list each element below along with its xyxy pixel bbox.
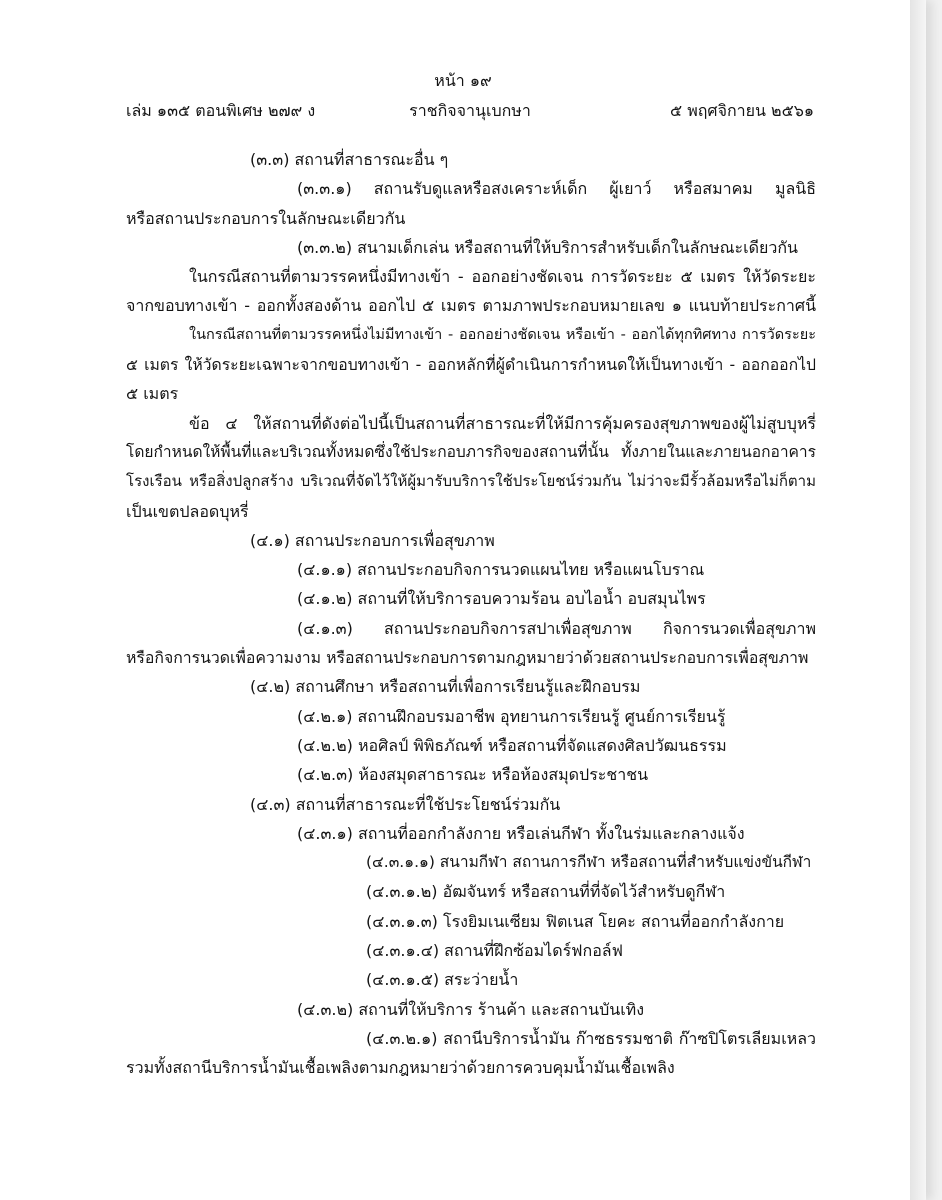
clause-3-3-2: (๓.๓.๒) สนามเด็กเล่น หรือสถานที่ให้บริการสำหรับเด็กในลักษณะเดียวกัน — [297, 237, 798, 257]
clause-4-1-2: (๔.๑.๒) สถานที่ให้บริการอบความร้อน อบไอน้ำ อบสมุนไพร — [297, 589, 706, 609]
clause-4-3-2-1: (๔.๓.๒.๑) สถานีบริการน้ำมัน ก๊าซธรรมชาติ ก๊าซปิโตรเลียมเหลว — [366, 1028, 816, 1048]
paragraph-no-entrance-end: ๕ เมตร — [126, 384, 179, 404]
volume-issue: เล่ม ๑๓๕ ตอนพิเศษ ๒๗๙ ง — [126, 101, 316, 120]
clause-4-3-1: (๔.๓.๑) สถานที่ออกกำลังกาย หรือเล่นกีฬา ทั้งในร่มและกลางแจ้ง — [297, 823, 745, 843]
clause-4-1-3-cont: หรือกิจการนวดเพื่อความงาม หรือสถานประกอบการตามกฎหมายว่าด้วยสถานประกอบการเพื่อสุขภาพ — [126, 648, 809, 668]
clause-4-1: (๔.๑) สถานประกอบการเพื่อสุขภาพ — [250, 530, 495, 550]
article-4-end: เป็นเขตปลอดบุหรี่ — [126, 501, 249, 521]
paragraph-no-entrance: ในกรณีสถานที่ตามวรรคหนึ่งไม่มีทางเข้า - ออกอย่างชัดเจน หรือเข้า - ออกได้ทุกทิศทาง การวัดระยะ — [189, 326, 816, 343]
paragraph-no-entrance-cont: ๕ เมตร ให้วัดระยะเฉพาะจากขอบทางเข้า - ออกหลักที่ผู้ดำเนินการกำหนดให้เป็นทางเข้า - ออกออกไป — [126, 355, 816, 375]
clause-4-3-1-5: (๔.๓.๑.๕) สระว่ายน้ำ — [366, 970, 519, 990]
clause-4-3-1-4: (๔.๓.๑.๔) สถานที่ฝึกซ้อมไดร์ฟกอล์ฟ — [366, 941, 623, 961]
clause-4-3-1-2: (๔.๓.๑.๒) อัฒจันทร์ หรือสถานที่ที่จัดไว้สำหรับดูกีฬา — [366, 882, 726, 902]
paragraph-entrance-cont: จากขอบทางเข้า - ออกทั้งสองด้าน ออกไป ๕ เมตร ตามภาพประกอบหมายเลข ๑ แนบท้ายประกาศนี้ — [126, 296, 816, 316]
clause-4-1-3: (๔.๑.๓) สถานประกอบกิจการสปาเพื่อสุขภาพ กิจการนวดเพื่อสุขภาพ — [297, 618, 816, 638]
gazette-header — [126, 98, 814, 124]
clause-3-3: (๓.๓) สถานที่สาธารณะอื่น ๆ — [250, 150, 449, 169]
clause-4-3-2-1-cont: รวมทั้งสถานีบริการน้ำมันเชื้อเพลิงตามกฎหมายว่าด้วยการควบคุมน้ำมันเชื้อเพลิง — [126, 1058, 675, 1078]
clause-4-3-1-1: (๔.๓.๑.๑) สนามกีฬา สถานการกีฬา หรือสถานที่สำหรับแข่งขันกีฬา — [366, 853, 812, 872]
clause-4-2-3: (๔.๒.๓) ห้องสมุดสาธารณะ หรือห้องสมุดประชาชน — [297, 765, 649, 785]
document-body — [126, 145, 816, 1083]
article-4-cont-1: โดยกำหนดให้พื้นที่และบริเวณทั้งหมดซึ่งใช้ประกอบภารกิจของสถานที่นั้น ทั้งภายในและภายนอกอาคาร — [126, 442, 816, 461]
clause-3-3-1-cont: หรือสถานประกอบการในลักษณะเดียวกัน — [126, 208, 406, 228]
article-4: ข้อ ๔ ให้สถานที่ดังต่อไปนี้เป็นสถานที่สาธารณะที่ให้มีการคุ้มครองสุขภาพของผู้ไม่สูบบุหรี่ — [189, 413, 816, 433]
article-4-cont-2: โรงเรือน หรือสิ่งปลูกสร้าง บริเวณที่จัดไว้ให้ผู้มารับบริการใช้ประโยชน์ร่วมกัน ไม่ว่าจะมีรั้วล้อมหรือไม่ก็ตาม — [126, 472, 816, 491]
publication-name: ราชกิจจานุเบกษา — [409, 101, 531, 120]
clause-4-3-1-3: (๔.๓.๑.๓) โรงยิมเนเซียม ฟิตเนส โยคะ สถานที่ออกกำลังกาย — [366, 911, 785, 931]
clause-3-3-1: (๓.๓.๑) สถานรับดูแลหรือสงเคราะห์เด็ก ผู้เยาว์ หรือสมาคม มูลนิธิ — [297, 179, 816, 199]
page-number: หน้า ๑๙ — [434, 71, 492, 90]
clause-4-3: (๔.๓) สถานที่สาธารณะที่ใช้ประโยชน์ร่วมกัน — [250, 794, 561, 814]
clause-4-1-1: (๔.๑.๑) สถานประกอบกิจการนวดแผนไทย หรือแผนโบราณ — [297, 560, 705, 580]
clause-4-2-1: (๔.๒.๑) สถานฝึกอบรมอาชีพ อุทยานการเรียนรู้ ศูนย์การเรียนรู้ — [297, 706, 726, 726]
clause-4-2: (๔.๒) สถานศึกษา หรือสถานที่เพื่อการเรียนรู้และฝึกอบรม — [250, 677, 641, 697]
clause-4-3-2: (๔.๓.๒) สถานที่ให้บริการ ร้านค้า และสถานบันเทิง — [297, 999, 645, 1019]
publication-date: ๕ พฤศจิกายน ๒๕๖๑ — [670, 101, 814, 120]
clause-4-2-2: (๔.๒.๒) หอศิลป์ พิพิธภัณฑ์ หรือสถานที่จัดแสดงศิลปวัฒนธรรม — [297, 735, 727, 755]
page-edge-shadow — [910, 0, 926, 1200]
paragraph-entrance: ในกรณีสถานที่ตามวรรคหนึ่งมีทางเข้า - ออกอย่างชัดเจน การวัดระยะ ๕ เมตร ให้วัดระยะ — [189, 267, 816, 287]
